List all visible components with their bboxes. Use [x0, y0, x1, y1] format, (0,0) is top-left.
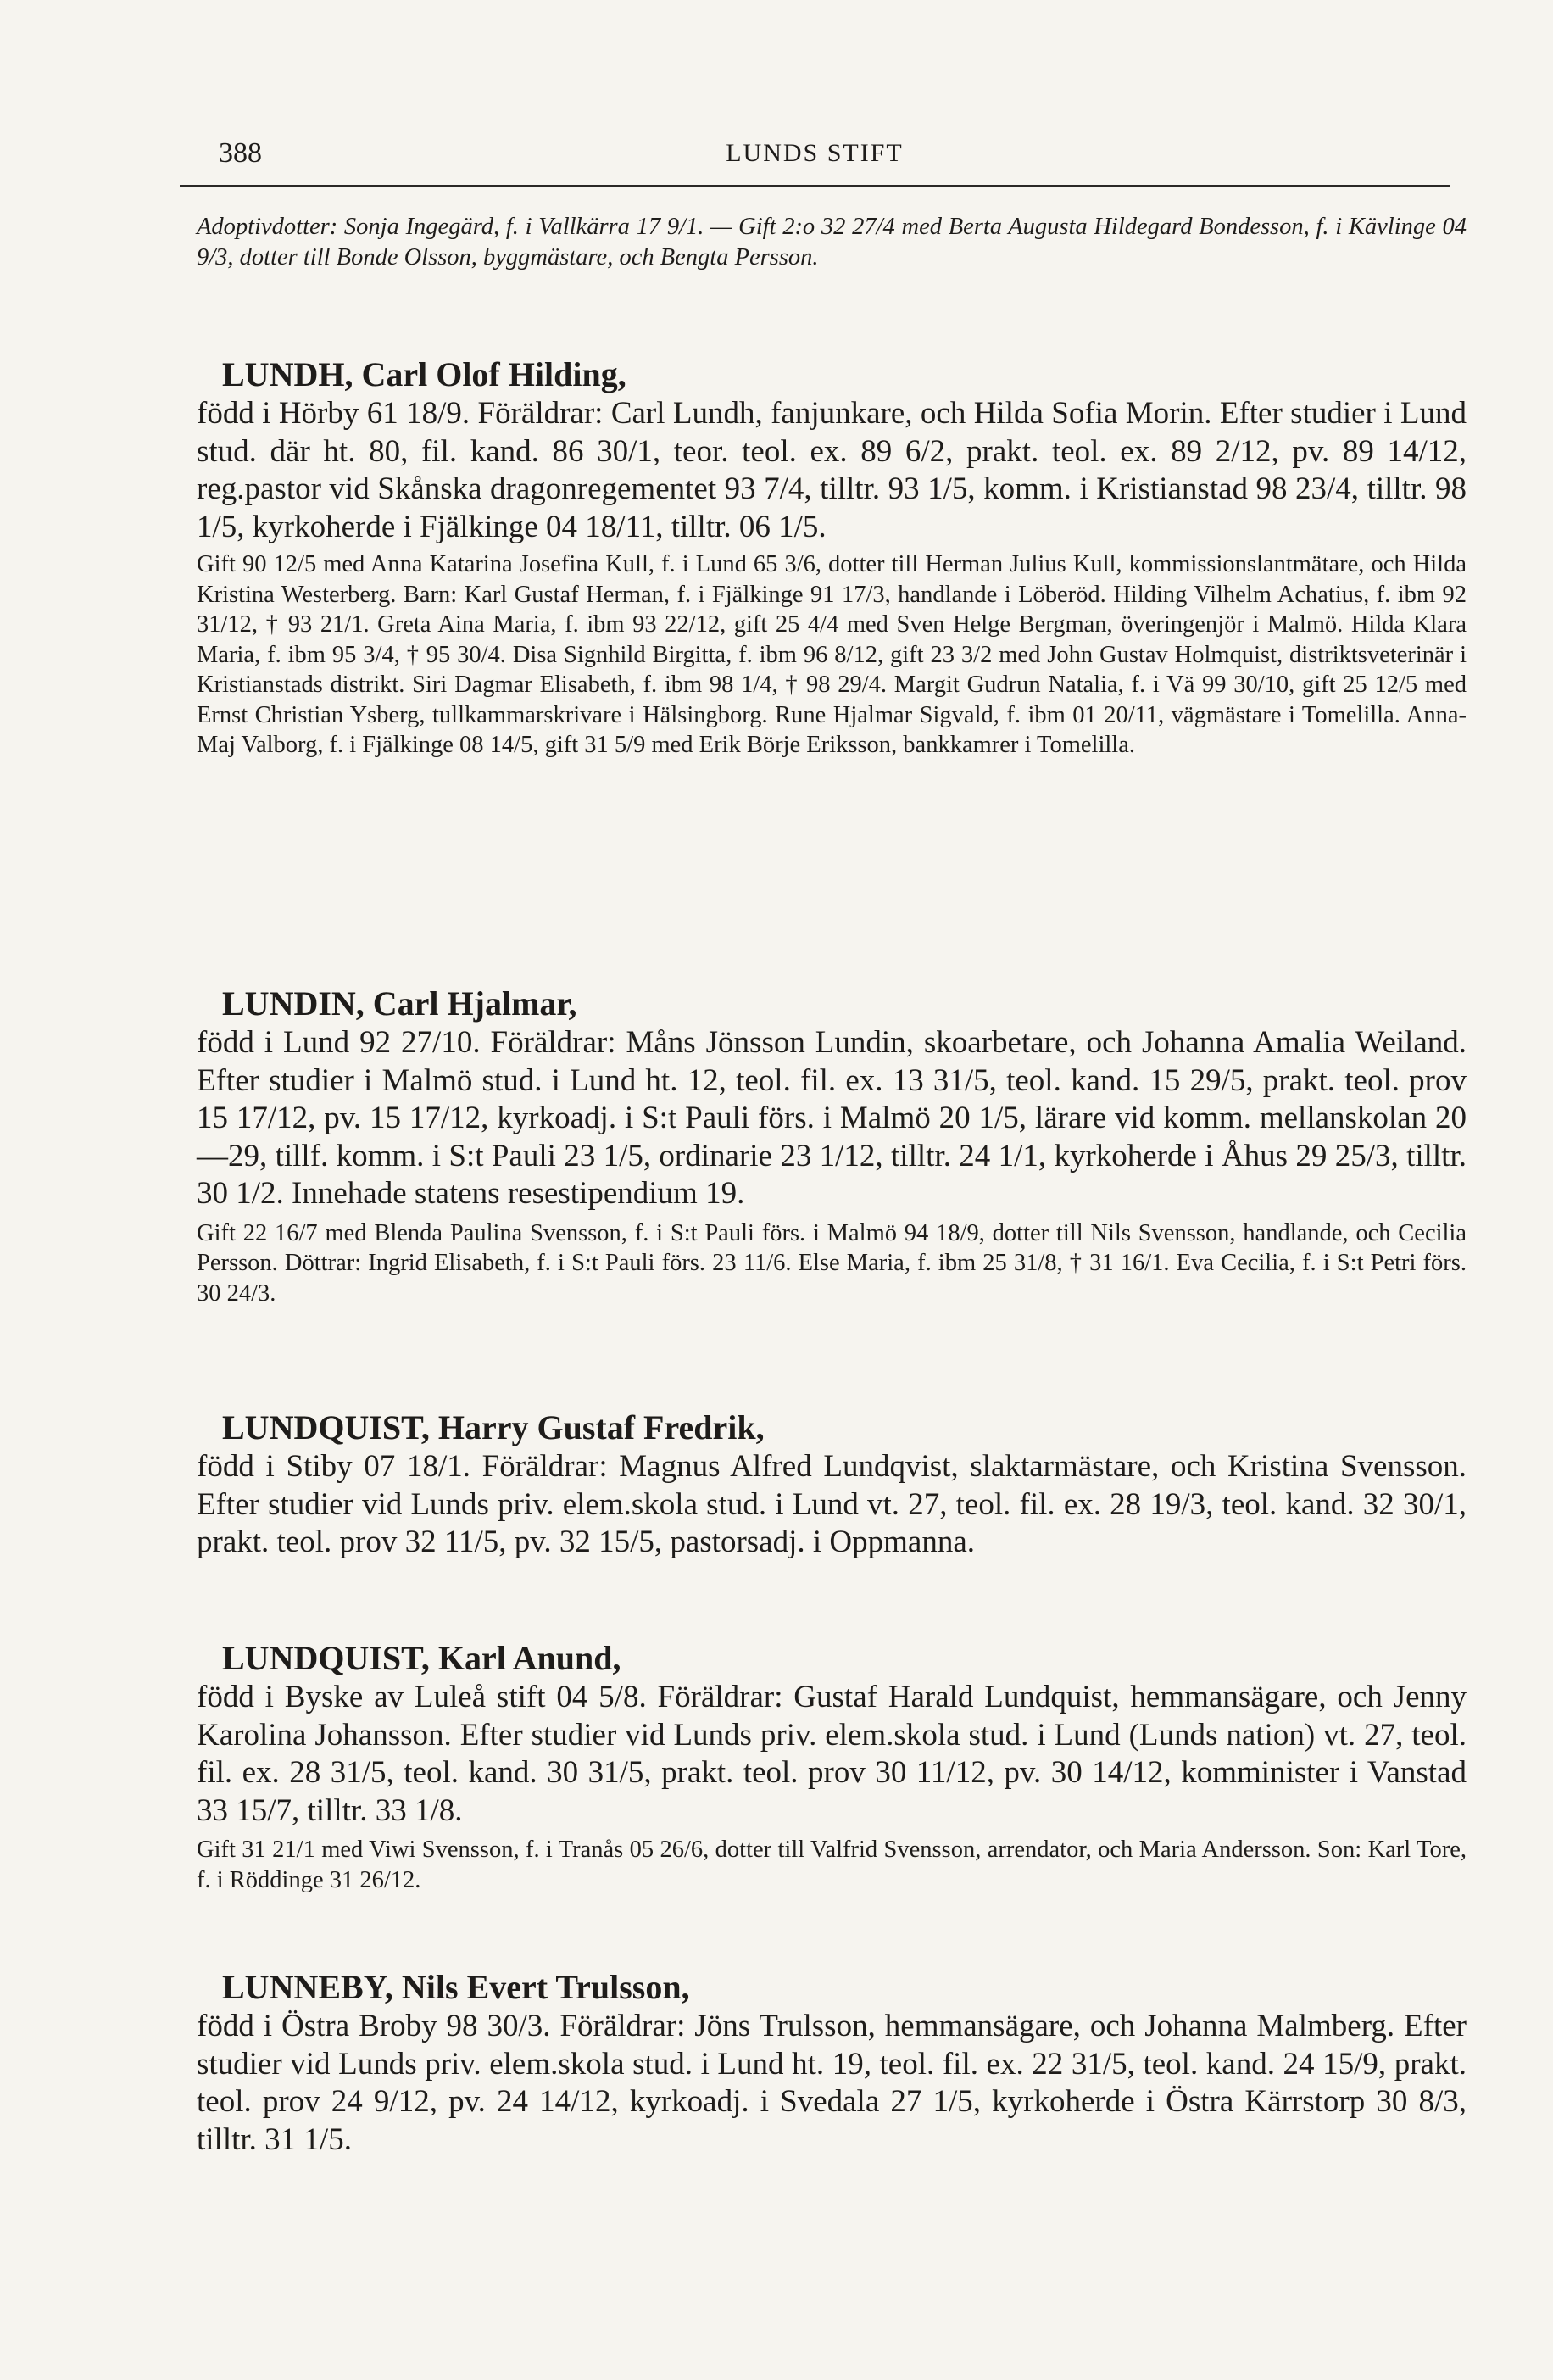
- entry-family-text: Gift 22 16/7 med Blenda Paulina Svensson, f. i S:t Pauli förs. i Malmö 94 18/9, dotter till Nils Svensson, handlande, och Cecilia Persson. Döttrar: Ingrid Elisabeth, f. i S:t Pauli förs. 23 11/6. Else Maria, f. ibm 25 31/8, † 31 16/1. Eva Cecilia, f. i S:t Petri förs. 30 24/3.: [197, 1219, 1467, 1307]
- entry-main-text: född i Stiby 07 18/1. Föräldrar: Magnus Alfred Lundqvist, slaktarmästare, och Kristina Svensson. Efter studier vid Lunds priv. elem.skola stud. i Lund vt. 27, teol. fil. ex. 28 19/3, teol. kand. 32 30/1, prakt. teol. prov 32 11/5, pv. 32 15/5, pastorsadj. i Oppmanna.: [197, 1449, 1467, 1559]
- entry-main-text: född i Byske av Luleå stift 04 5/8. Föräldrar: Gustaf Harald Lundquist, hemmansägare, och Jenny Karolina Johansson. Efter studier vid Lunds priv. elem.skola stud. i Lund (Lunds nation) vt. 27, teol. fil. ex. 28 31/5, teol. kand. 30 31/5, prakt. teol. prov 30 11/12, pv. 30 14/12, komminister i Vanstad 33 15/7, tilltr. 33 1/8.: [197, 1680, 1467, 1828]
- entry-lundin: [197, 984, 1467, 1308]
- page-header: [180, 134, 1450, 187]
- entry-family-text: Gift 90 12/5 med Anna Katarina Josefina Kull, f. i Lund 65 3/6, dotter till Herman Julius Kull, kommissionslantmätare, och Hilda Kristina Westerberg. Barn: Karl Gustaf Herman, f. i Fjälkinge 91 17/3, handlande i Löberöd. Hilding Vilhelm Achatius, f. ibm 92 31/12, † 93 21/1. Greta Aina Maria, f. ibm 93 22/12, gift 25 4/4 med Sven Helge Bergman, överingenjör i Malmö. Hilda Klara Maria, f. ibm 95 3/4, † 95 30/4. Disa Signhild Birgitta, f. ibm 96 8/12, gift 23 3/2 med John Gustav Holmquist, distriktsveterinär i Kristianstads distrikt. Siri Dagmar Elisabeth, f. ibm 98 1/4, † 98 29/4. Margit Gudrun Natalia, f. i Vä 99 30/10, gift 25 12/5 med Ernst Christian Ysberg, tullkammarskrivare i Hälsingborg. Rune Hjalmar Sigvald, f. ibm 01 20/11, vägmästare i Tomelilla. Anna-Maj Valborg, f. i Fjälkinge 08 14/5, gift 31 5/9 med Erik Börje Eriksson, bankkamrer i Tomelilla.: [197, 551, 1467, 758]
- entry-name: LUNNEBY, Nils Evert Trulsson,: [222, 1968, 690, 2006]
- entry-name: LUNDQUIST, Harry Gustaf Fredrik,: [222, 1408, 765, 1446]
- entry-lundquist-harry: [197, 1407, 1467, 1562]
- running-title: LUNDS STIFT: [726, 139, 904, 167]
- entry-main-text: född i Östra Broby 98 30/3. Föräldrar: Jöns Trulsson, hemmansägare, och Johanna Malmberg. Efter studier vid Lunds priv. elem.skola stud. i Lund ht. 19, teol. fil. ex. 22 31/5, teol. kand. 24 15/9, prakt. teol. prov 24 9/12, pv. 24 14/12, kyrkoadj. i Svedala 27 1/5, kyrkoherde i Östra Kärrstorp 30 8/3, tilltr. 31 1/5.: [197, 2009, 1467, 2157]
- entry-name: LUNDQUIST, Karl Anund,: [222, 1639, 621, 1677]
- intro-block: [197, 212, 1467, 272]
- entry-family-text: Gift 31 21/1 med Viwi Svensson, f. i Tranås 05 26/6, dotter till Valfrid Svensson, arrendator, och Maria Andersson. Son: Karl Tore, f. i Röddinge 31 26/12.: [197, 1837, 1467, 1893]
- entry-name: LUNDH, Carl Olof Hilding,: [222, 355, 626, 393]
- entry-lundquist-karl: [197, 1638, 1467, 1895]
- entry-main-text: född i Lund 92 27/10. Föräldrar: Måns Jönsson Lundin, skoarbetare, och Johanna Amalia Weiland. Efter studier i Malmö stud. i Lund ht. 12, teol. fil. ex. 13 31/5, teol. kand. 15 29/5, prakt. teol. prov 15 17/12, pv. 15 17/12, kyrkoadj. i S:t Pauli förs. i Malmö 20 1/5, lärare vid komm. mellanskolan 20—29, tillf. komm. i S:t Pauli 23 1/5, ordinarie 23 1/12, tilltr. 24 1/1, kyrkoherde i Åhus 29 25/3, tilltr. 30 1/2. Innehade statens resestipendium 19.: [197, 1025, 1467, 1211]
- intro-paragraph: Adoptivdotter: Sonja Ingegärd, f. i Vallkärra 17 9/1. — Gift 2:o 32 27/4 med Berta Augusta Hildegard Bondesson, f. i Kävlinge 04 9/3, dotter till Bonde Olsson, byggmästare, och Bengta Persson.: [197, 214, 1467, 270]
- entry-lundh: [197, 354, 1467, 761]
- entry-lunneby: [197, 1967, 1467, 2159]
- page-number: 388: [219, 137, 262, 169]
- entry-name: LUNDIN, Carl Hjalmar,: [222, 984, 577, 1023]
- entry-main-text: född i Hörby 61 18/9. Föräldrar: Carl Lundh, fanjunkare, och Hilda Sofia Morin. Efter studier i Lund stud. där ht. 80, fil. kand. 86 30/1, teor. teol. ex. 89 6/2, prakt. teol. ex. 89 2/12, pv. 89 14/12, reg.pastor vid Skånska dragonregementet 93 7/4, tilltr. 93 1/5, komm. i Kristianstad 98 23/4, tilltr. 98 1/5, kyrkoherde i Fjälkinge 04 18/11, tilltr. 06 1/5.: [197, 396, 1467, 544]
